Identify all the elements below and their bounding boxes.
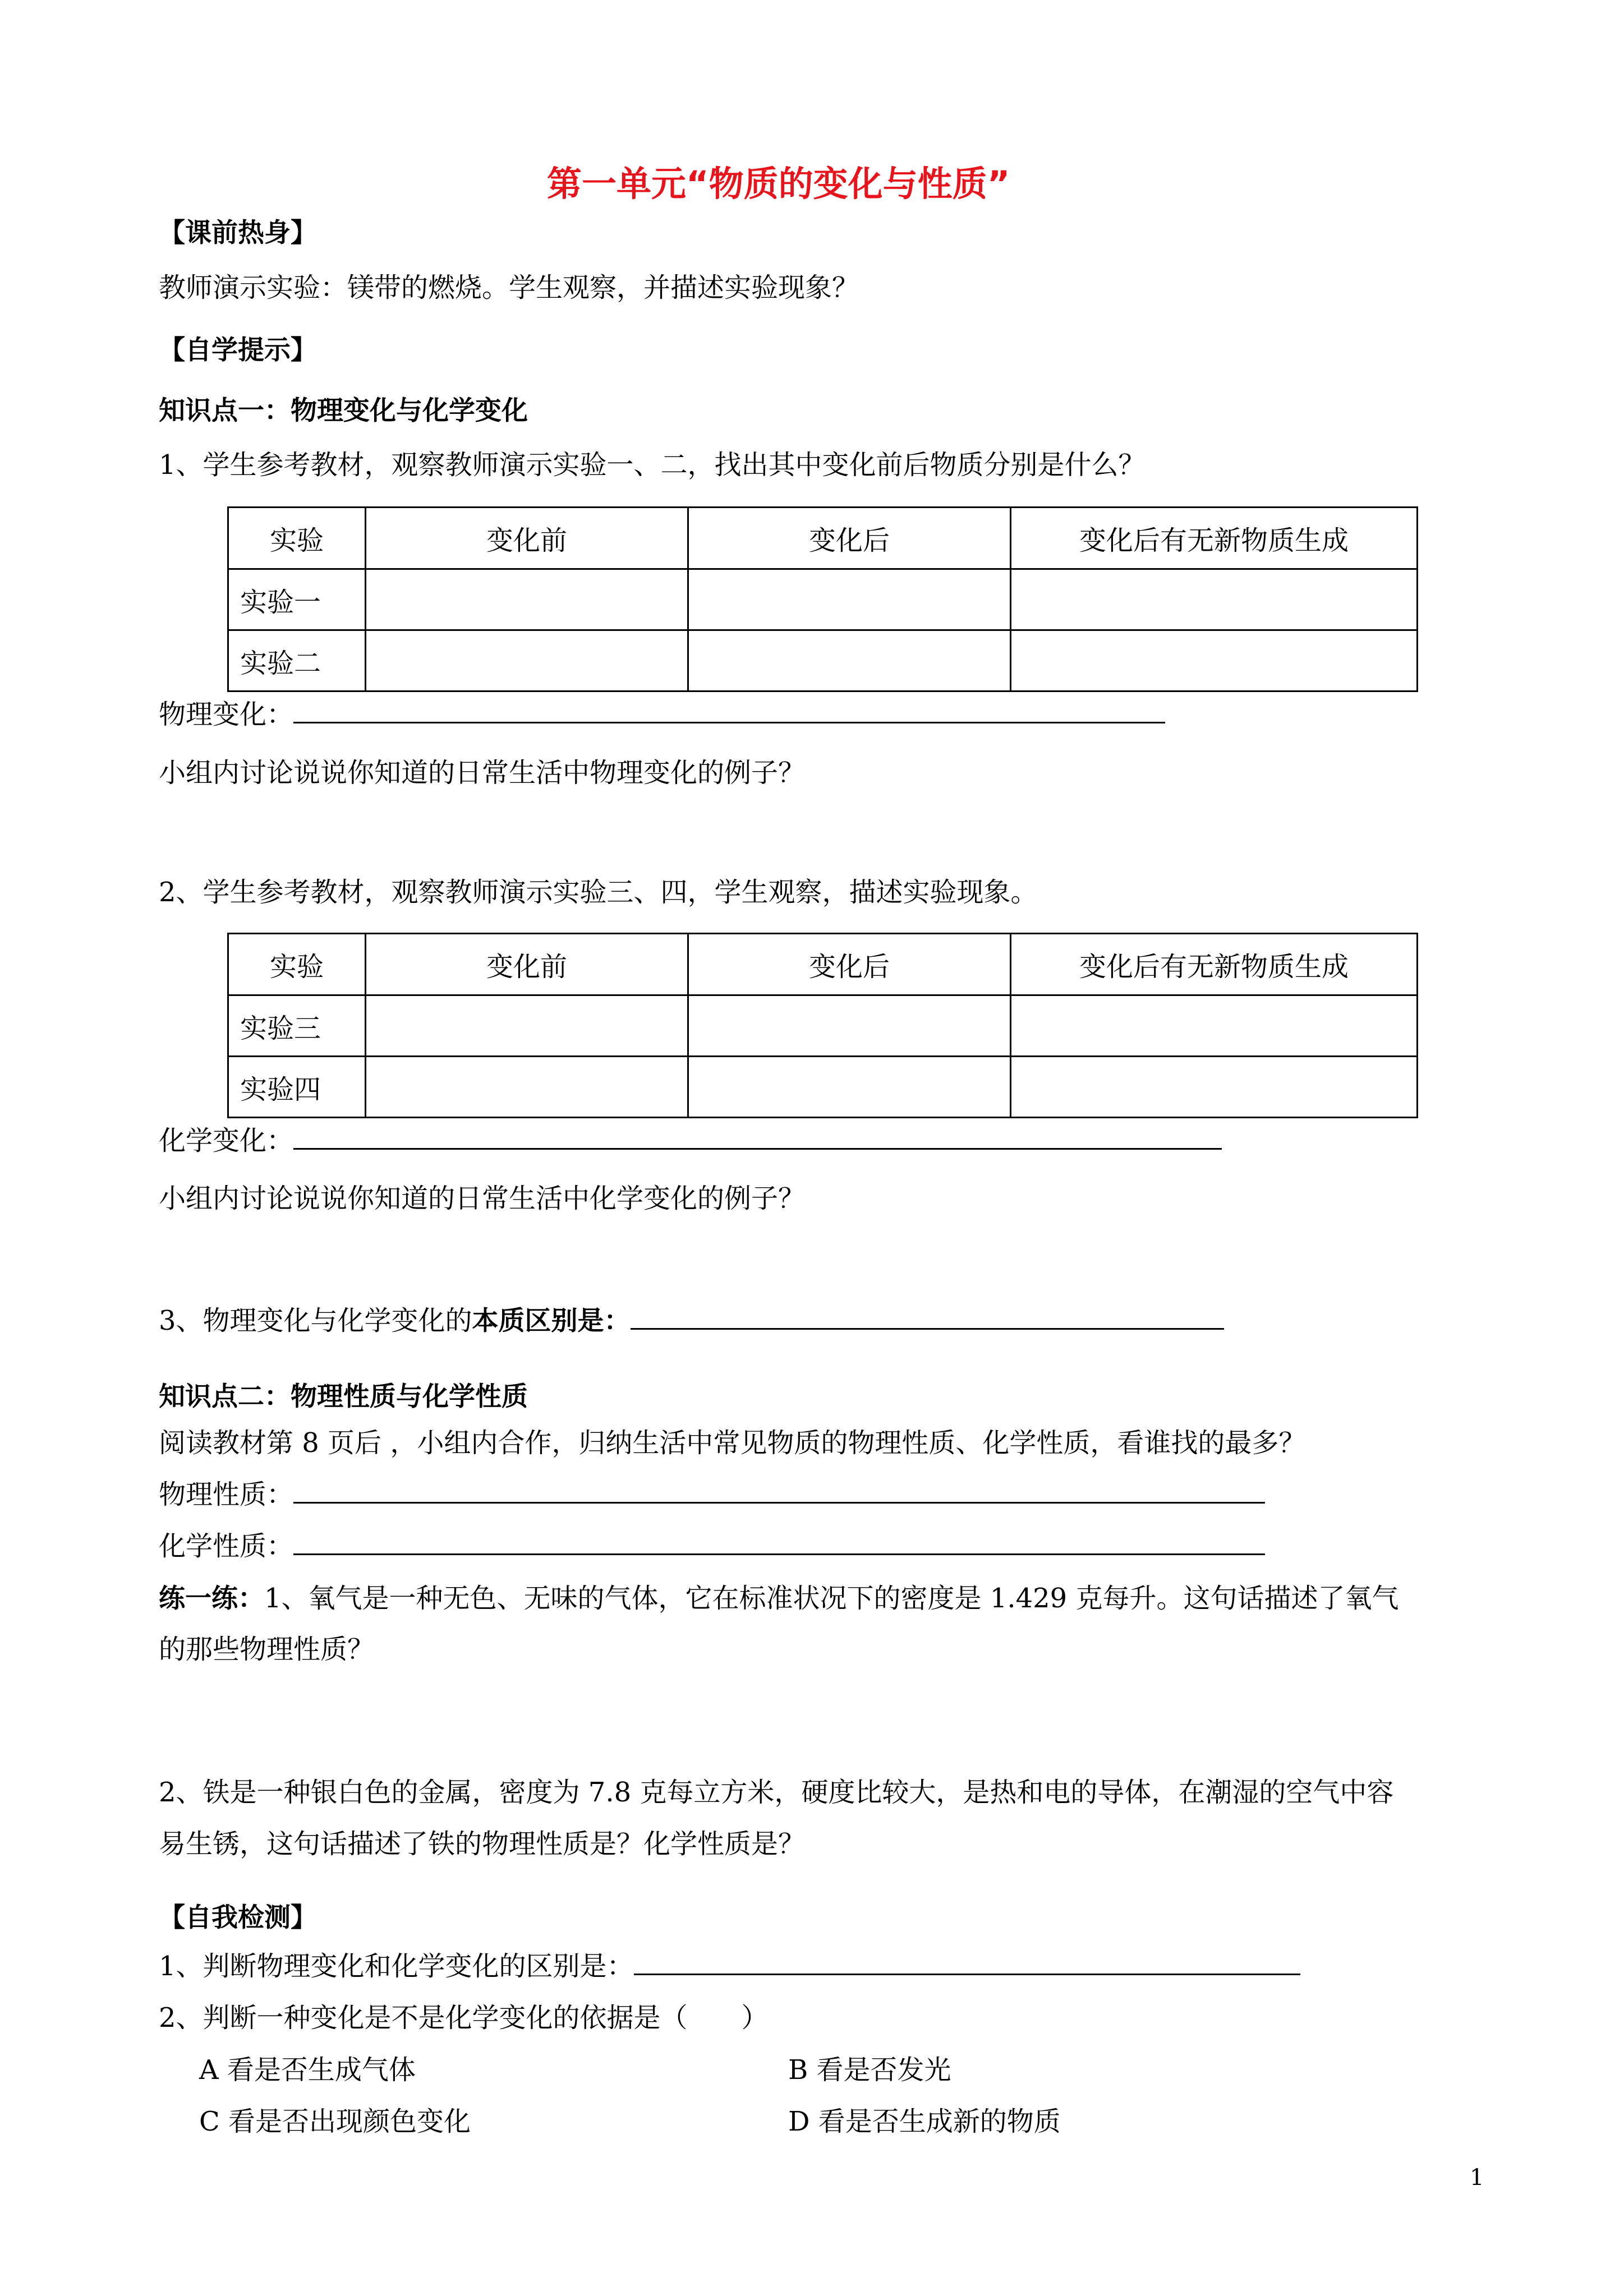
difference-blank[interactable] xyxy=(634,1951,1300,1975)
question-2: 2、学生参考教材，观察教师演示实验三、四，学生观察，描述实验现象。 xyxy=(159,877,1038,908)
chemical-change-label: 化学变化： xyxy=(159,1125,294,1156)
table-header-row xyxy=(228,934,1418,995)
chemical-property-blank[interactable] xyxy=(293,1531,1265,1555)
table-row xyxy=(228,1057,1418,1118)
discussion-2: 小组内讨论说说你知道的日常生活中化学变化的例子？ xyxy=(159,1183,806,1214)
reading-task: 阅读教材第 8 页后 ，小组内合作，归纳生活中常见物质的物理性质、化学性质，看谁找的最多？ xyxy=(159,1427,1306,1459)
row-label-cell: 实验四 xyxy=(228,1057,366,1118)
header-cell: 变化后有无新物质生成 xyxy=(1011,508,1418,569)
answer-cell[interactable] xyxy=(1011,995,1418,1057)
physical-change-label: 物理变化： xyxy=(159,699,294,730)
essential-difference-blank[interactable] xyxy=(631,1306,1224,1330)
self-check-question-1-text: 1、判断物理变化和化学变化的区别是： xyxy=(159,1951,634,1982)
physical-property-label: 物理性质： xyxy=(159,1479,294,1510)
answer-cell[interactable] xyxy=(1011,569,1418,630)
knowledge-point-2-title: 知识点二：物理性质与化学性质 xyxy=(159,1381,528,1412)
option-a[interactable]: A 看是否生成气体 xyxy=(199,2054,416,2086)
chemical-property-line xyxy=(159,1528,1265,1565)
practice-label: 练一练： xyxy=(159,1583,264,1614)
option-b[interactable]: B 看是否发光 xyxy=(788,2054,951,2086)
answer-cell[interactable] xyxy=(366,1057,688,1118)
chemical-change-line xyxy=(159,1122,1222,1159)
practice-2-line-1: 2、铁是一种银白色的金属，密度为 7.8 克每立方米，硬度比较大，是热和电的导体，在潮湿的空气中容 xyxy=(159,1777,1394,1808)
self-study-heading: 【自学提示】 xyxy=(159,335,317,366)
practice-2-line-2: 易生锈，这句话描述了铁的物理性质是？化学性质是？ xyxy=(159,1828,806,1860)
discussion-1: 小组内讨论说说你知道的日常生活中物理变化的例子？ xyxy=(159,757,806,789)
physical-property-line xyxy=(159,1476,1265,1513)
table-row xyxy=(228,995,1418,1057)
practice-1-line-2: 的那些物理性质？ xyxy=(159,1634,375,1665)
chemical-change-blank[interactable] xyxy=(293,1126,1222,1150)
self-check-question-1 xyxy=(159,1948,1300,1985)
question-3-bold: 本质区别是： xyxy=(472,1306,631,1336)
header-cell: 实验 xyxy=(228,934,366,995)
answer-cell[interactable] xyxy=(688,995,1011,1057)
header-cell: 变化前 xyxy=(366,508,688,569)
experiment-table-1 xyxy=(227,506,1418,692)
header-cell: 变化后 xyxy=(688,934,1011,995)
answer-cell[interactable] xyxy=(688,569,1011,630)
physical-change-blank[interactable] xyxy=(293,699,1165,723)
table-header-row xyxy=(228,508,1418,569)
answer-cell[interactable] xyxy=(688,1057,1011,1118)
table-row xyxy=(228,630,1418,691)
header-cell: 实验 xyxy=(228,508,366,569)
self-check-question-2: 2、判断一种变化是不是化学变化的依据是（ ） xyxy=(159,2002,769,2034)
practice-1-line-1 xyxy=(159,1580,1398,1617)
option-c[interactable]: C 看是否出现颜色变化 xyxy=(199,2106,471,2137)
header-cell: 变化前 xyxy=(366,934,688,995)
self-check-heading: 【自我检测】 xyxy=(159,1902,317,1933)
row-label-cell: 实验三 xyxy=(228,995,366,1057)
warmup-heading: 【课前热身】 xyxy=(159,218,317,248)
physical-change-line xyxy=(159,696,1165,733)
answer-cell[interactable] xyxy=(688,630,1011,691)
warmup-text: 教师演示实验：镁带的燃烧。学生观察，并描述实验现象？ xyxy=(159,272,859,303)
table-row xyxy=(228,569,1418,630)
row-label-cell: 实验二 xyxy=(228,630,366,691)
question-1: 1、学生参考教材，观察教师演示实验一、二，找出其中变化前后物质分别是什么？ xyxy=(159,449,1145,481)
answer-cell[interactable] xyxy=(366,569,688,630)
answer-cell[interactable] xyxy=(1011,1057,1418,1118)
option-d[interactable]: D 看是否生成新的物质 xyxy=(788,2106,1061,2137)
knowledge-point-1-title: 知识点一：物理变化与化学变化 xyxy=(159,395,528,426)
question-3 xyxy=(159,1302,1224,1340)
answer-cell[interactable] xyxy=(366,995,688,1057)
experiment-table-2 xyxy=(227,933,1418,1118)
chemical-property-label: 化学性质： xyxy=(159,1530,294,1562)
question-3-prefix: 3、物理变化与化学变化的 xyxy=(159,1305,472,1336)
answer-cell[interactable] xyxy=(1011,630,1418,691)
page-number: 1 xyxy=(1470,2165,1484,2191)
physical-property-blank[interactable] xyxy=(293,1479,1265,1504)
answer-cell[interactable] xyxy=(366,630,688,691)
page-title: 第一单元“物质的变化与性质” xyxy=(547,163,1010,204)
practice-1-text: 1、氧气是一种无色、无味的气体，它在标准状况下的密度是 1.429 克每升。这句话描述了氧气 xyxy=(264,1583,1399,1614)
header-cell: 变化后 xyxy=(688,508,1011,569)
header-cell: 变化后有无新物质生成 xyxy=(1011,934,1418,995)
row-label-cell: 实验一 xyxy=(228,569,366,630)
